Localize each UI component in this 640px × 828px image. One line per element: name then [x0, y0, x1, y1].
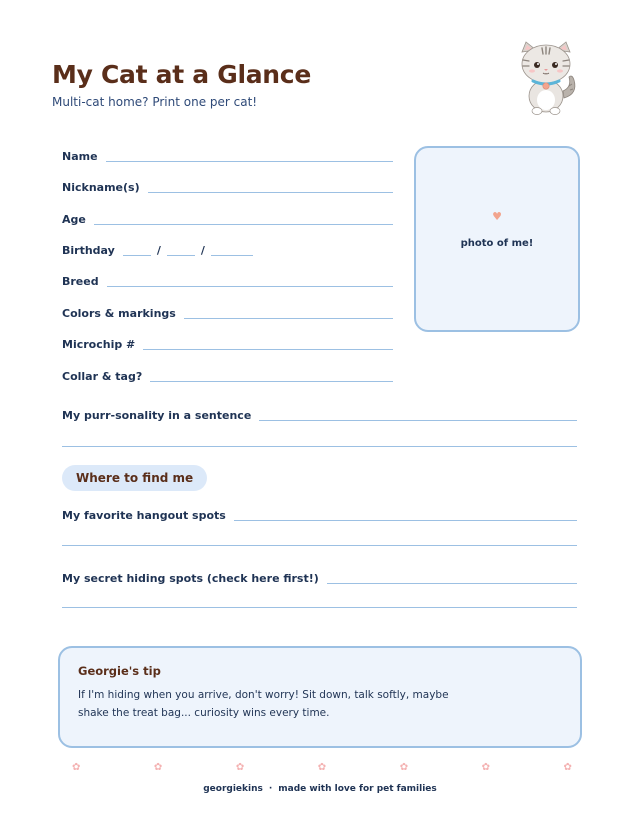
heart-icon: ♥: [492, 210, 502, 223]
hiding-label: My secret hiding spots (check here first!): [62, 572, 319, 585]
tip-title: Georgie's tip: [78, 664, 161, 678]
hiding-line-2[interactable]: [62, 607, 577, 608]
page-title: My Cat at a Glance: [52, 60, 311, 89]
birthday-separator: /: [156, 244, 161, 257]
paw-print-icon: ✿: [153, 762, 163, 773]
personality-line[interactable]: [259, 420, 577, 421]
hangout-label: My favorite hangout spots: [62, 509, 226, 522]
hangout-field[interactable]: [62, 505, 577, 523]
photo-box[interactable]: [414, 146, 580, 332]
birthday-month-line[interactable]: [123, 255, 151, 256]
tip-body: If I'm hiding when you arrive, don't worry! Sit down, talk softly, maybe shake the treat bag... curiosity wins every time.: [78, 689, 449, 719]
microchip-field[interactable]: [62, 334, 393, 352]
age-line[interactable]: [94, 224, 393, 225]
hiding-field[interactable]: [62, 568, 577, 586]
age-field[interactable]: [62, 209, 393, 227]
paw-print-icon: ✿: [317, 762, 327, 773]
hangout-line-2[interactable]: [62, 545, 577, 546]
breed-line[interactable]: [107, 286, 393, 287]
name-line[interactable]: [106, 161, 393, 162]
paw-print-icon: ✿: [399, 762, 409, 773]
name-label: Name: [62, 150, 98, 163]
hiding-line[interactable]: [327, 583, 577, 584]
personality-field[interactable]: [62, 405, 577, 423]
birthday-field[interactable]: [62, 240, 253, 258]
nickname-field[interactable]: [62, 177, 393, 195]
collar-label: Collar & tag?: [62, 370, 143, 383]
colors-field[interactable]: [62, 303, 393, 321]
nickname-label: Nickname(s): [62, 181, 140, 194]
paw-print-icon: ✿: [72, 762, 81, 773]
age-label: Age: [62, 213, 86, 226]
page-subtitle: Multi-cat home? Print one per cat!: [52, 95, 258, 109]
microchip-line[interactable]: [143, 349, 393, 350]
collar-field[interactable]: [62, 366, 393, 384]
kitten-illustration-icon: [512, 40, 580, 116]
footer-brand: georgiekins: [203, 784, 263, 794]
personality-label: My purr-sonality in a sentence: [62, 409, 252, 422]
hangout-line[interactable]: [234, 520, 577, 521]
birthday-year-line[interactable]: [211, 255, 253, 256]
birthday-label: Birthday: [62, 244, 115, 257]
nickname-line[interactable]: [148, 192, 393, 193]
footer-tagline: made with love for pet families: [278, 784, 437, 794]
name-field[interactable]: [62, 146, 393, 164]
birthday-day-line[interactable]: [167, 255, 195, 256]
paw-print-icon: ✿: [481, 762, 490, 773]
microchip-label: Microchip #: [62, 338, 136, 351]
birthday-separator: /: [200, 244, 205, 257]
breed-field[interactable]: [62, 271, 393, 289]
personality-line-2[interactable]: [62, 446, 577, 447]
tip-box: [58, 646, 582, 748]
colors-label: Colors & markings: [62, 307, 176, 320]
photo-caption: photo of me!: [460, 238, 534, 249]
paw-print-icon: ✿: [235, 762, 245, 773]
paw-row: [72, 762, 572, 773]
breed-label: Breed: [62, 275, 99, 288]
colors-line[interactable]: [184, 318, 393, 319]
footer-separator: ·: [268, 784, 273, 794]
section-heading: Where to find me: [62, 465, 207, 491]
collar-line[interactable]: [150, 381, 393, 382]
footer: [0, 784, 640, 794]
paw-print-icon: ✿: [563, 762, 572, 773]
